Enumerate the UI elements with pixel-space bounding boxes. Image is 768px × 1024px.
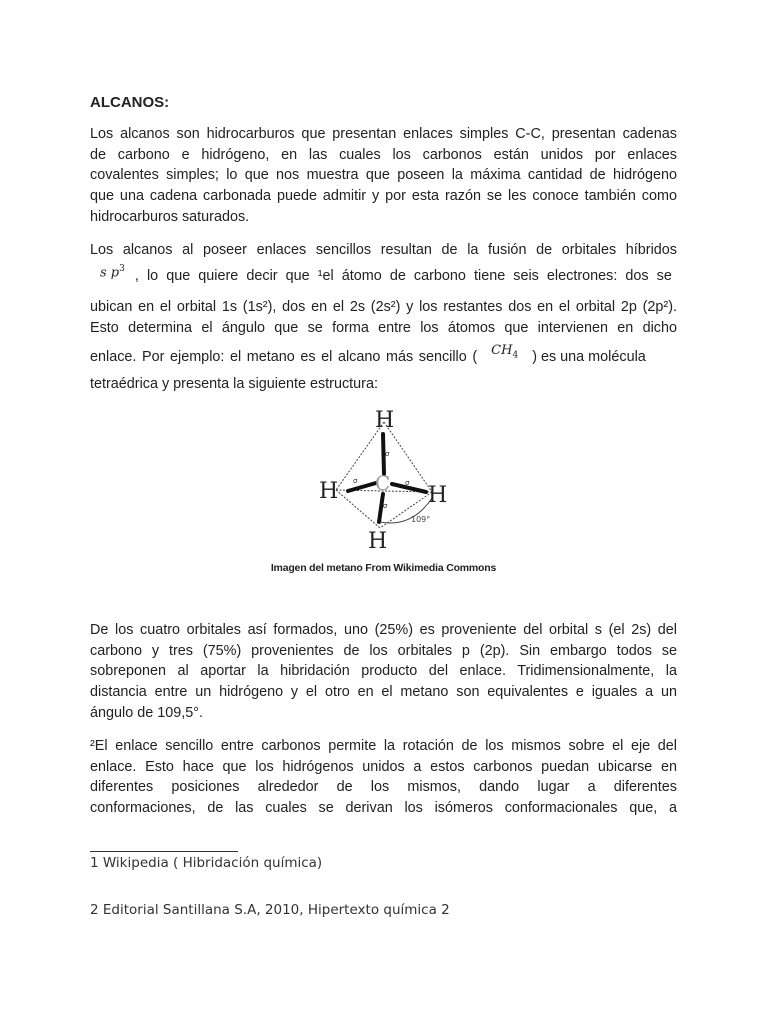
ch4-base: CH xyxy=(491,343,513,358)
section-heading: ALCANOS: xyxy=(90,94,170,111)
sigma-label: σ xyxy=(383,502,388,510)
text-line: Los alcanos son hidrocarburos que presentan enlaces simples C-C, presentan cadenas xyxy=(90,126,677,142)
ch4-formula xyxy=(491,343,518,361)
hydrogen-bottom: H xyxy=(368,529,388,554)
text-line: distancia entre un hidrógeno y el otro en el metano son equivalentes e iguales a un xyxy=(90,684,677,701)
paragraph-rotation xyxy=(90,736,677,819)
text-line-sp3 xyxy=(90,264,677,285)
text-line: enlace. Esto hace que los hidrógenos unidos a estos carbonos puedan ubicarse en xyxy=(90,758,677,775)
text-line: ángulo de 109,5°. xyxy=(90,704,203,721)
text-line: sobreponen al aportar la hibridación producto del enlace. Tridimensionalmente, la xyxy=(90,663,677,680)
text-line: Los alcanos al poseer enlaces sencillos resultan de la fusión de orbitales híbridos xyxy=(90,242,677,258)
text-line: diferentes posiciones alrededor de los mismos, dando lugar a diferentes xyxy=(90,779,677,796)
sigma-label: σ xyxy=(405,479,410,487)
footnote-2: 2 Editorial Santillana S.A, 2010, Hipertexto química 2 xyxy=(90,902,450,918)
sigma-label: σ xyxy=(385,450,390,458)
carbon-center: C xyxy=(375,471,391,495)
text-line: que una cadena carbonada puede admitir y por esta razón se les conoce también como xyxy=(90,188,677,205)
text-line: covalentes simples; lo que nos muestra que poseen la máxima cantidad de hidrógeno xyxy=(90,167,677,184)
text-line: carbono y tres (75%) provenientes de los orbitales p (2p). Sin embargo todos se xyxy=(90,642,677,659)
sigma-label: σ xyxy=(353,477,358,485)
text-line: ubican en el orbital 1s (1s²), dos en el 2s (2s²) y los restantes dos en el orbital 2p (2p²). xyxy=(90,299,677,315)
ch4-subscript: 4 xyxy=(512,350,519,361)
text-line: De los cuatro orbitales así formados, uno (25%) es proveniente del orbital s (el 2s) del xyxy=(90,622,677,638)
paragraph-intro xyxy=(90,124,677,227)
footnote-1: 1 Wikipedia ( Hibridación química) xyxy=(90,855,323,871)
ch4-line-after: ) es una molécula xyxy=(532,349,646,365)
sp3-base: s p xyxy=(100,265,120,281)
text-line: Esto determina el ángulo que se forma entre los átomos que intervienen en dicho xyxy=(90,320,677,336)
sp3-exponent: 3 xyxy=(119,264,125,274)
hydrogen-right: H xyxy=(428,483,448,508)
figure-caption: Imagen del metano From Wikimedia Commons xyxy=(270,562,497,574)
text-line: de carbono e hidrógeno, en las cuales los carbonos están unidos por enlaces xyxy=(90,146,677,163)
ch4-line-before: enlace. Por ejemplo: el metano es el alcano más sencillo ( xyxy=(90,349,478,365)
sp3-line-text: , lo que quiere decir que ¹el átomo de carbono tiene seis electrones: dos se xyxy=(134,268,672,285)
methane-structure-figure xyxy=(316,404,466,554)
footnote-separator xyxy=(90,851,238,852)
hydrogen-top: H xyxy=(375,408,395,433)
text-line: conformaciones, de las cuales se derivan los isómeros conformacionales que, a xyxy=(90,800,677,817)
text-line: ²El enlace sencillo entre carbonos permite la rotación de los mismos sobre el eje del xyxy=(90,738,677,754)
paragraph-orbitals xyxy=(90,620,677,723)
angle-label: 109° xyxy=(411,515,431,524)
text-line: hidrocarburos saturados. xyxy=(90,208,250,225)
text-line: tetraédrica y presenta la siguiente estructura: xyxy=(90,376,378,392)
sp3-formula xyxy=(100,264,125,280)
text-line-ch4 xyxy=(90,343,677,368)
hydrogen-left: H xyxy=(319,479,339,504)
